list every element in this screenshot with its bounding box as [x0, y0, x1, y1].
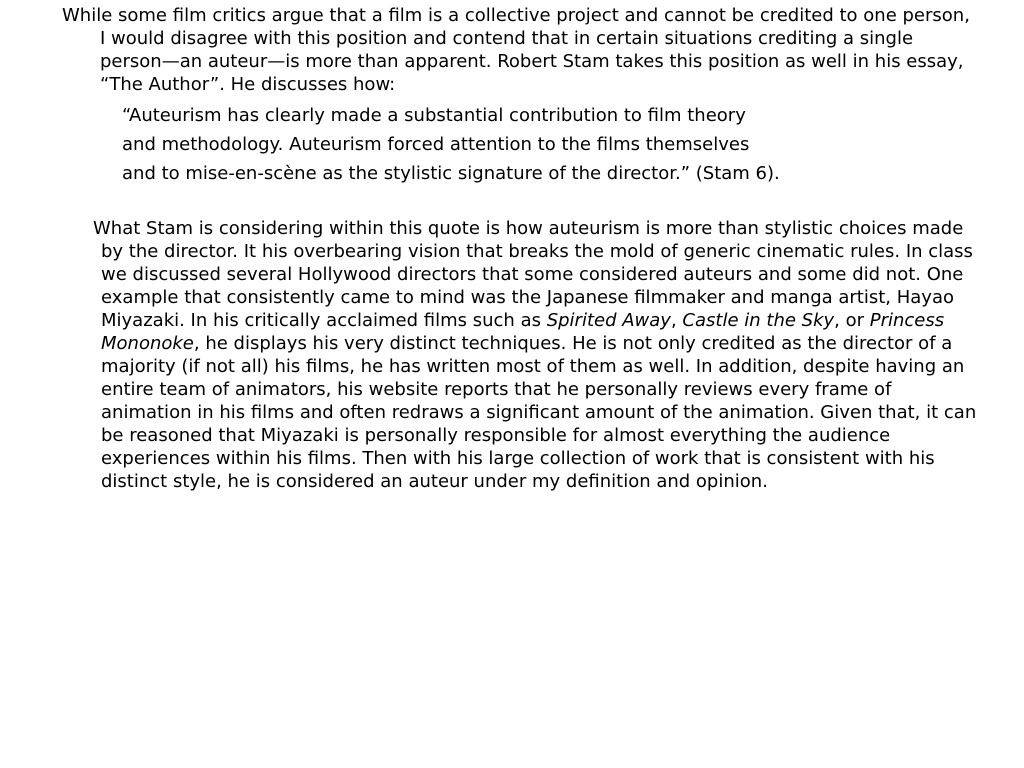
block-quote [122, 101, 882, 188]
separator-text: , [670, 310, 683, 331]
analysis-text: , he displays his very distinct techniques. He is not only credited as the director of a majority (if not all) his films, he has written most of them as well. In addition, despite having an entire team of animators, his website reports that he personally reviews every frame of animation in his films and often redraws a significant amount of the animation. Given that, it can be reasoned that Miyazaki is personally responsible for almost everything the audience experiences within his films. Then with his large collection of work that is consistent with his distinct style, he is considered an auteur under my definition and opinion. [101, 333, 977, 492]
separator-text: , or [834, 310, 870, 331]
quote-line: “Auteurism has clearly made a substantial contribution to film theory [122, 105, 746, 126]
film-title: Spirited Away [546, 310, 671, 331]
analysis-text: What Stam is considering within this quote is how auteurism is more than stylistic choices made by the director. It his overbearing vision that breaks the mold of generic cinematic rules. In class we discussed several Hollywood directors that some considered auteurs and some did not. One example that consistently came to mind was the Japanese filmmaker and manga artist, Hayao Miyazaki. In his critically acclaimed films such as [93, 218, 973, 331]
intro-paragraph: While some film critics argue that a film is a collective project and cannot be credited to one person, I would disagree with this position and contend that in certain situations crediting a single person—an auteur—is more than apparent. Robert Stam takes this position as well in his essay, “The Author”. He discusses how: [62, 5, 970, 95]
quote-line: and methodology. Auteurism forced attention to the films themselves [122, 134, 750, 155]
analysis-paragraph [93, 217, 981, 493]
film-title: Castle in the Sky [682, 310, 835, 331]
film-title: Princess Mononoke [101, 310, 945, 354]
quote-line: and to mise-en-scène as the stylistic signature of the director.” (Stam 6). [122, 163, 780, 184]
